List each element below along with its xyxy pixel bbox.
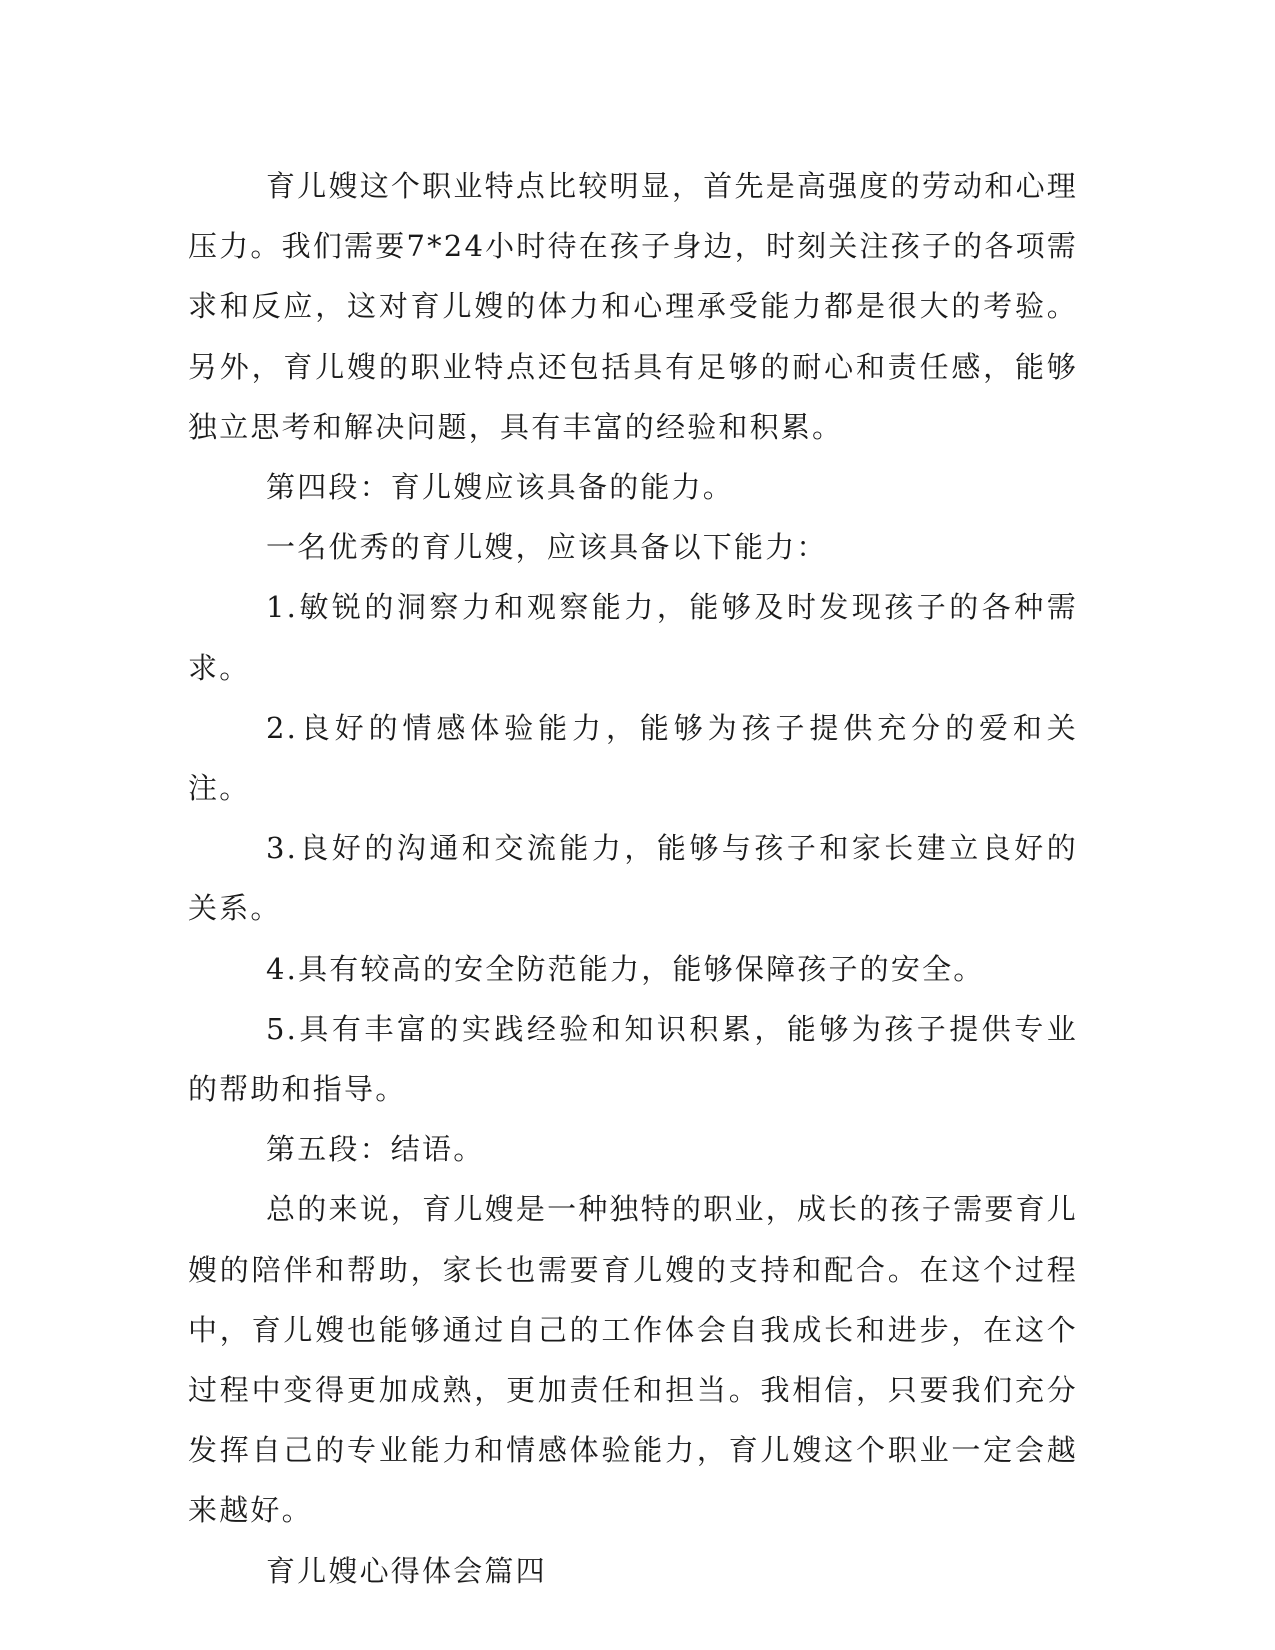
article-title-part-4: 育儿嫂心得体会篇四 (266, 1553, 547, 1588)
document-body (188, 156, 1078, 1601)
paragraph-conclusion: 总的来说，育儿嫂是一种独特的职业，成长的孩子需要育儿嫂的陪伴和帮助，家长也需要育儿嫂的支持和配合。在这个过程中，育儿嫂也能够通过自己的工作体会自我成长和进步，在这个过程中变得更加成熟，更加责任和担当。我相信，只要我们充分发挥自己的专业能力和情感体验能力，育儿嫂这个职业一定会越来越好。 (188, 1192, 1078, 1528)
section-heading-5: 第五段：结语。 (266, 1132, 485, 1167)
list-item-ability-2: 2.良好的情感体验能力，能够为孩子提供充分的爱和关注。 (188, 710, 1078, 806)
section-heading-4: 第四段：育儿嫂应该具备的能力。 (266, 470, 735, 505)
list-item-ability-3: 3.良好的沟通和交流能力，能够与孩子和家长建立良好的关系。 (188, 831, 1078, 926)
paragraph-job-characteristics: 育儿嫂这个职业特点比较明显，首先是高强度的劳动和心理压力。我们需要7*24小时待在孩子身边，时刻关注孩子的各项需求和反应，这对育儿嫂的体力和心理承受能力都是很大的考验。另外，育儿嫂的职业特点还包括具有足够的耐心和责任感，能够独立思考和解决问题，具有丰富的经验和积累。 (188, 169, 1078, 444)
paragraph-abilities-intro: 一名优秀的育儿嫂，应该具备以下能力： (266, 530, 828, 565)
list-item-ability-1: 1.敏锐的洞察力和观察能力，能够及时发现孩子的各种需求。 (188, 590, 1078, 685)
list-item-ability-4: 4.具有较高的安全防范能力，能够保障孩子的安全。 (266, 951, 985, 986)
list-item-ability-5: 5.具有丰富的实践经验和知识积累，能够为孩子提供专业的帮助和指导。 (188, 1011, 1078, 1107)
